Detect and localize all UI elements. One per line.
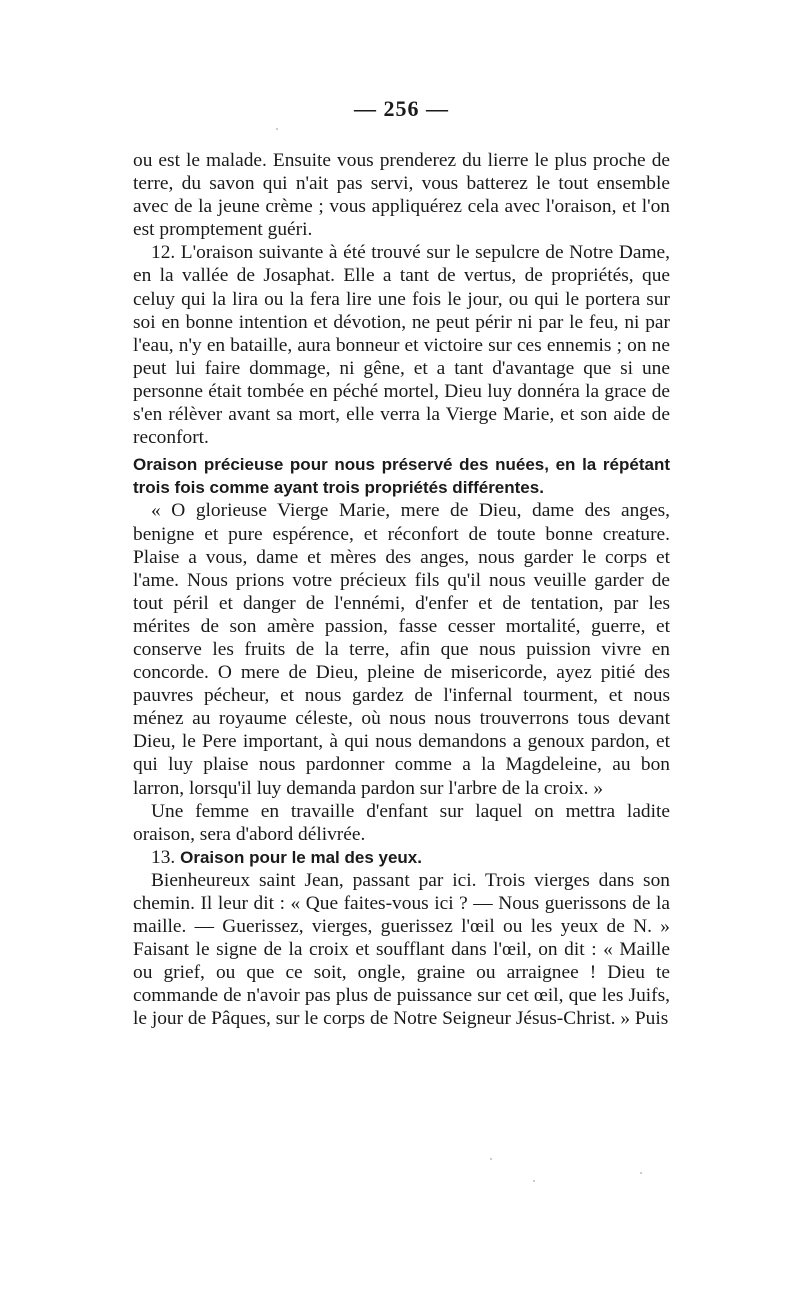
- book-page: [133, 95, 670, 1031]
- section-heading-mal-des-yeux: [133, 846, 670, 869]
- paragraph-oraison-12: 12. L'oraison suivante à été trouvé sur le sepulcre de Notre Dame, en la vallée de Josaphat. Elle a tant de vertus, de propriétés, que celuy qui la lira ou la fera lire une fois le jour, ou qui le portera sur soi en bonne intention et dévotion, ne peut périr ni par le feu, ni par l'eau, n'y en bataille, aura bonneur et victoire sur ces ennemis ; on ne peut lui faire dommage, ni gêne, et a tant d'avantage que si une personne était tombée en péché mortel, Dieu luy donnéra la grace de s'en rélèver avant sa mort, elle verra la Vierge Marie, et son aide de reconfort.: [133, 242, 670, 449]
- paper-speck: [533, 1180, 535, 1182]
- section-heading-oraison-precieuse: Oraison précieuse pour nous préservé des nuées, en la répétant trois fois comme ayant trois propriétés différentes.: [133, 455, 670, 498]
- section-title: Oraison pour le mal des yeux.: [180, 847, 422, 867]
- paragraph-prayer-vierge-marie: « O glorieuse Vierge Marie, mere de Dieu, dame des anges, benigne et pure espérence, et réconfort de toute bonne creature. Plaise a vous, dame et mères des anges, nous garder le corps et l'ame. Nous prions votre précieux fils qu'il nous veuille garder de tout péril et danger de l'ennémi, d'enfer et de tentation, par les mérites de son amère passion, fasse cesser mortalité, guerre, et conserve les fruits de la terre, afin que nous puission vivre en concorde. O mere de Dieu, pleine de misericorde, ayez pitié des pauvres pécheur, et nous gardez de l'infernal tourment, et nous ménez au royaume céleste, où nous nous trouverrons tous devant Dieu, le Pere important, à qui nous demandons a genoux pardon, et qui luy plaise nous pardonner comme a la Magdeleine, au bon larron, lorsqu'il luy demanda pardon sur l'arbre de la croix. »: [133, 500, 670, 799]
- paragraph-saint-jean: Bienheureux saint Jean, passant par ici. Trois vierges dans son chemin. Il leur dit : « Que faites-vous ici ? — Nous guerissons de la maille. — Guerissez, vierges, guerissez l'œil ou les yeux de N. » Faisant le signe de la croix et soufflant dans l'œil, on dit : « Maille ou grief, ou que ce soit, ongle, graine ou arraignee ! Dieu te commande de n'avoir pas plus de puissance sur cet œil, que les Juifs, le jour de Pâques, sur le corps de Notre Seigneur Jésus-Christ. » Puis: [133, 869, 670, 1030]
- section-number: 13.: [151, 846, 176, 868]
- paper-speck: [640, 1172, 642, 1174]
- paper-speck: [276, 128, 278, 130]
- paragraph-remedy-end: ou est le malade. Ensuite vous prenderez du lierre le plus proche de terre, du savon qui n'ait pas servi, vous batterez le tout ensemble avec de la jeune crème ; vous appliquérez cela avec l'oraison, et l'on est promptement guéri.: [133, 150, 670, 241]
- page-number: — 256 —: [354, 96, 449, 121]
- paper-speck: [490, 1158, 492, 1160]
- paragraph-femme-en-travail: Une femme en travaille d'enfant sur laquel on mettra ladite oraison, sera d'abord délivrée.: [133, 800, 670, 845]
